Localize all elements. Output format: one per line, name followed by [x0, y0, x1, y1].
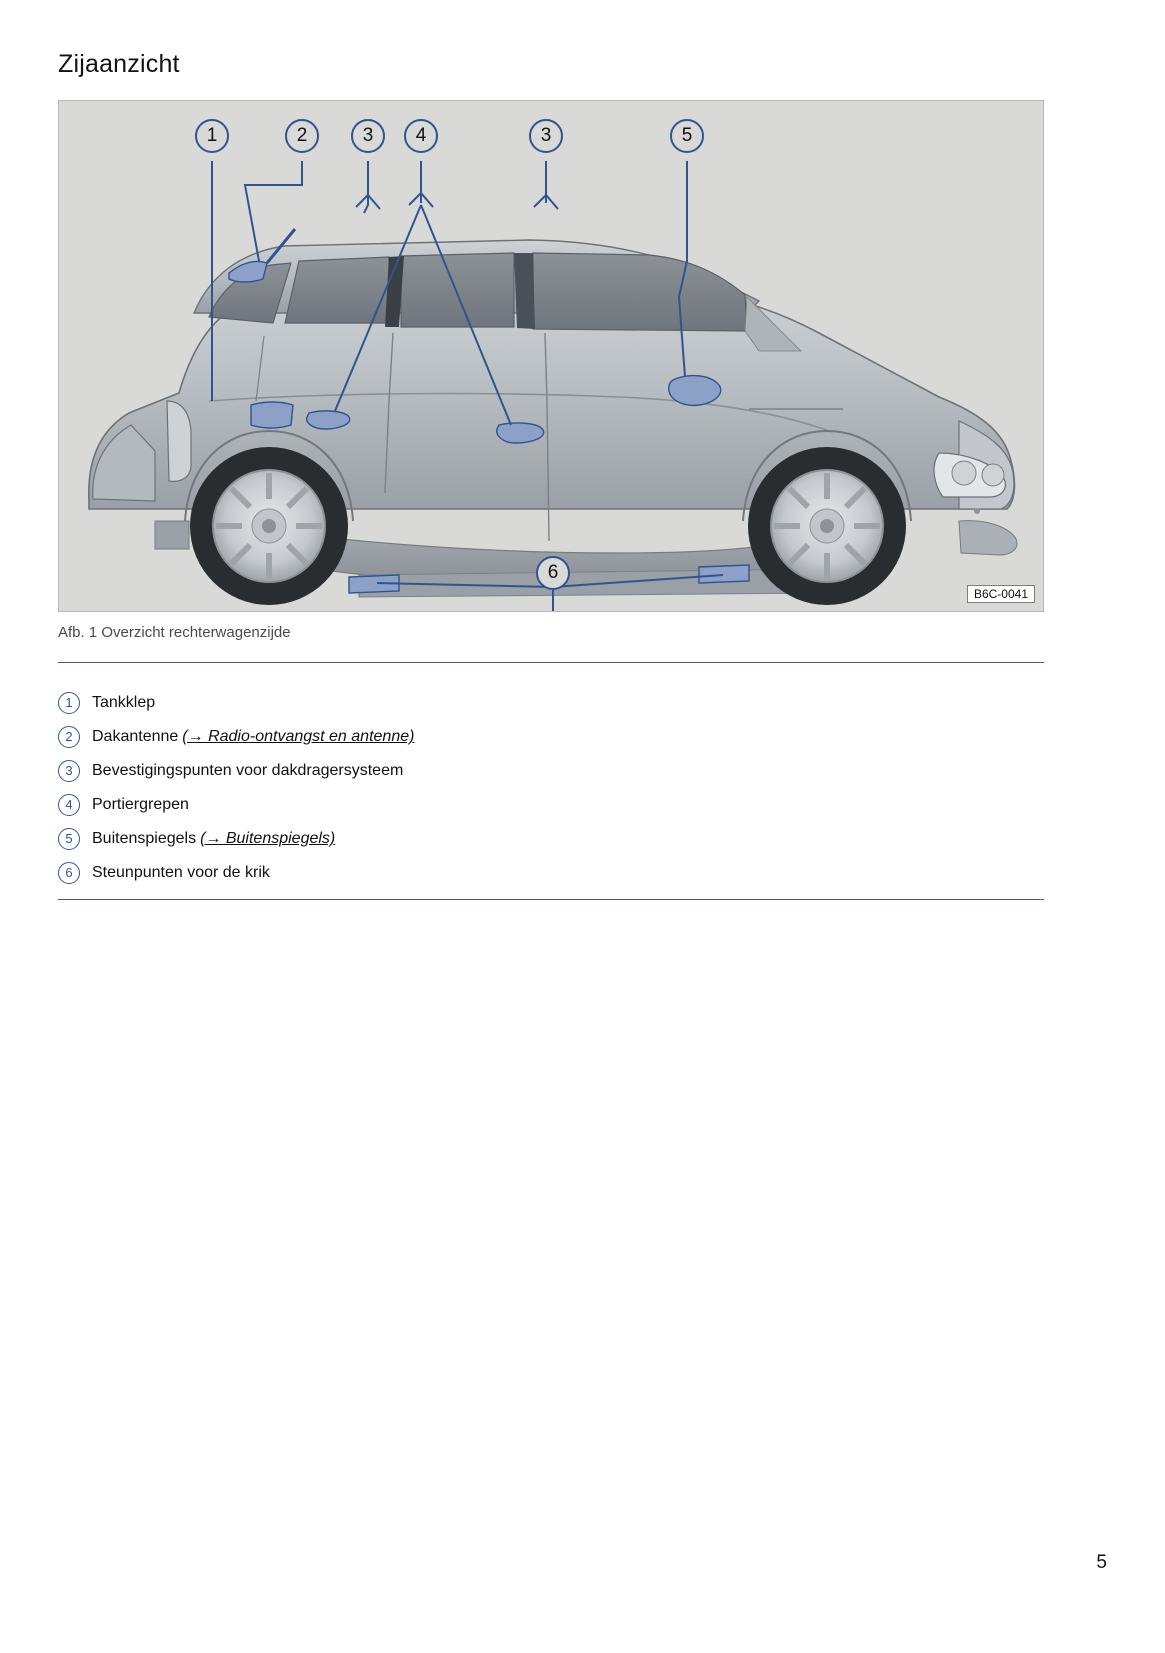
legend-label: Portiergrepen: [92, 796, 189, 813]
list-item: [58, 754, 1044, 788]
legend-crossref-link[interactable]: (→ Radio-ontvangst en antenne): [182, 728, 415, 745]
page-title: Zijaanzicht: [58, 50, 180, 78]
legend-label: Bevestigingspunten voor dakdragersysteem: [92, 762, 404, 779]
list-item: [58, 720, 1044, 754]
figure-callout-4: 4: [404, 119, 438, 153]
legend-number: 5: [58, 828, 80, 850]
car-side-illustration: [59, 101, 1043, 611]
figure-code-label: B6C-0041: [967, 585, 1035, 603]
legend-label: Dakantenne: [92, 728, 179, 745]
page-number: 5: [1096, 1552, 1107, 1573]
figure-callout-6: 6: [536, 556, 570, 590]
legend-number: 3: [58, 760, 80, 782]
legend-label: Steunpunten voor de krik: [92, 864, 270, 881]
list-item: [58, 856, 1044, 890]
legend-rule-top: [58, 662, 1044, 663]
figure-callout-3-front: 3: [351, 119, 385, 153]
figure-callout-1: 1: [195, 119, 229, 153]
legend-number: 1: [58, 692, 80, 714]
figure-callout-3-rear: 3: [529, 119, 563, 153]
figure-callout-2: 2: [285, 119, 319, 153]
legend-number: 2: [58, 726, 80, 748]
list-item: [58, 788, 1044, 822]
legend-number: 6: [58, 862, 80, 884]
figure-side-view: [58, 100, 1044, 612]
legend-list: [58, 686, 1044, 890]
legend-rule-bottom: [58, 899, 1044, 900]
legend-crossref-link[interactable]: (→ Buitenspiegels): [200, 830, 336, 847]
figure-callout-5: 5: [670, 119, 704, 153]
legend-label: Tankklep: [92, 694, 156, 711]
legend-number: 4: [58, 794, 80, 816]
figure-caption: Afb. 1 Overzicht rechterwagenzijde: [58, 624, 291, 641]
list-item: [58, 686, 1044, 720]
list-item: [58, 822, 1044, 856]
legend-label: Buitenspiegels: [92, 830, 197, 847]
